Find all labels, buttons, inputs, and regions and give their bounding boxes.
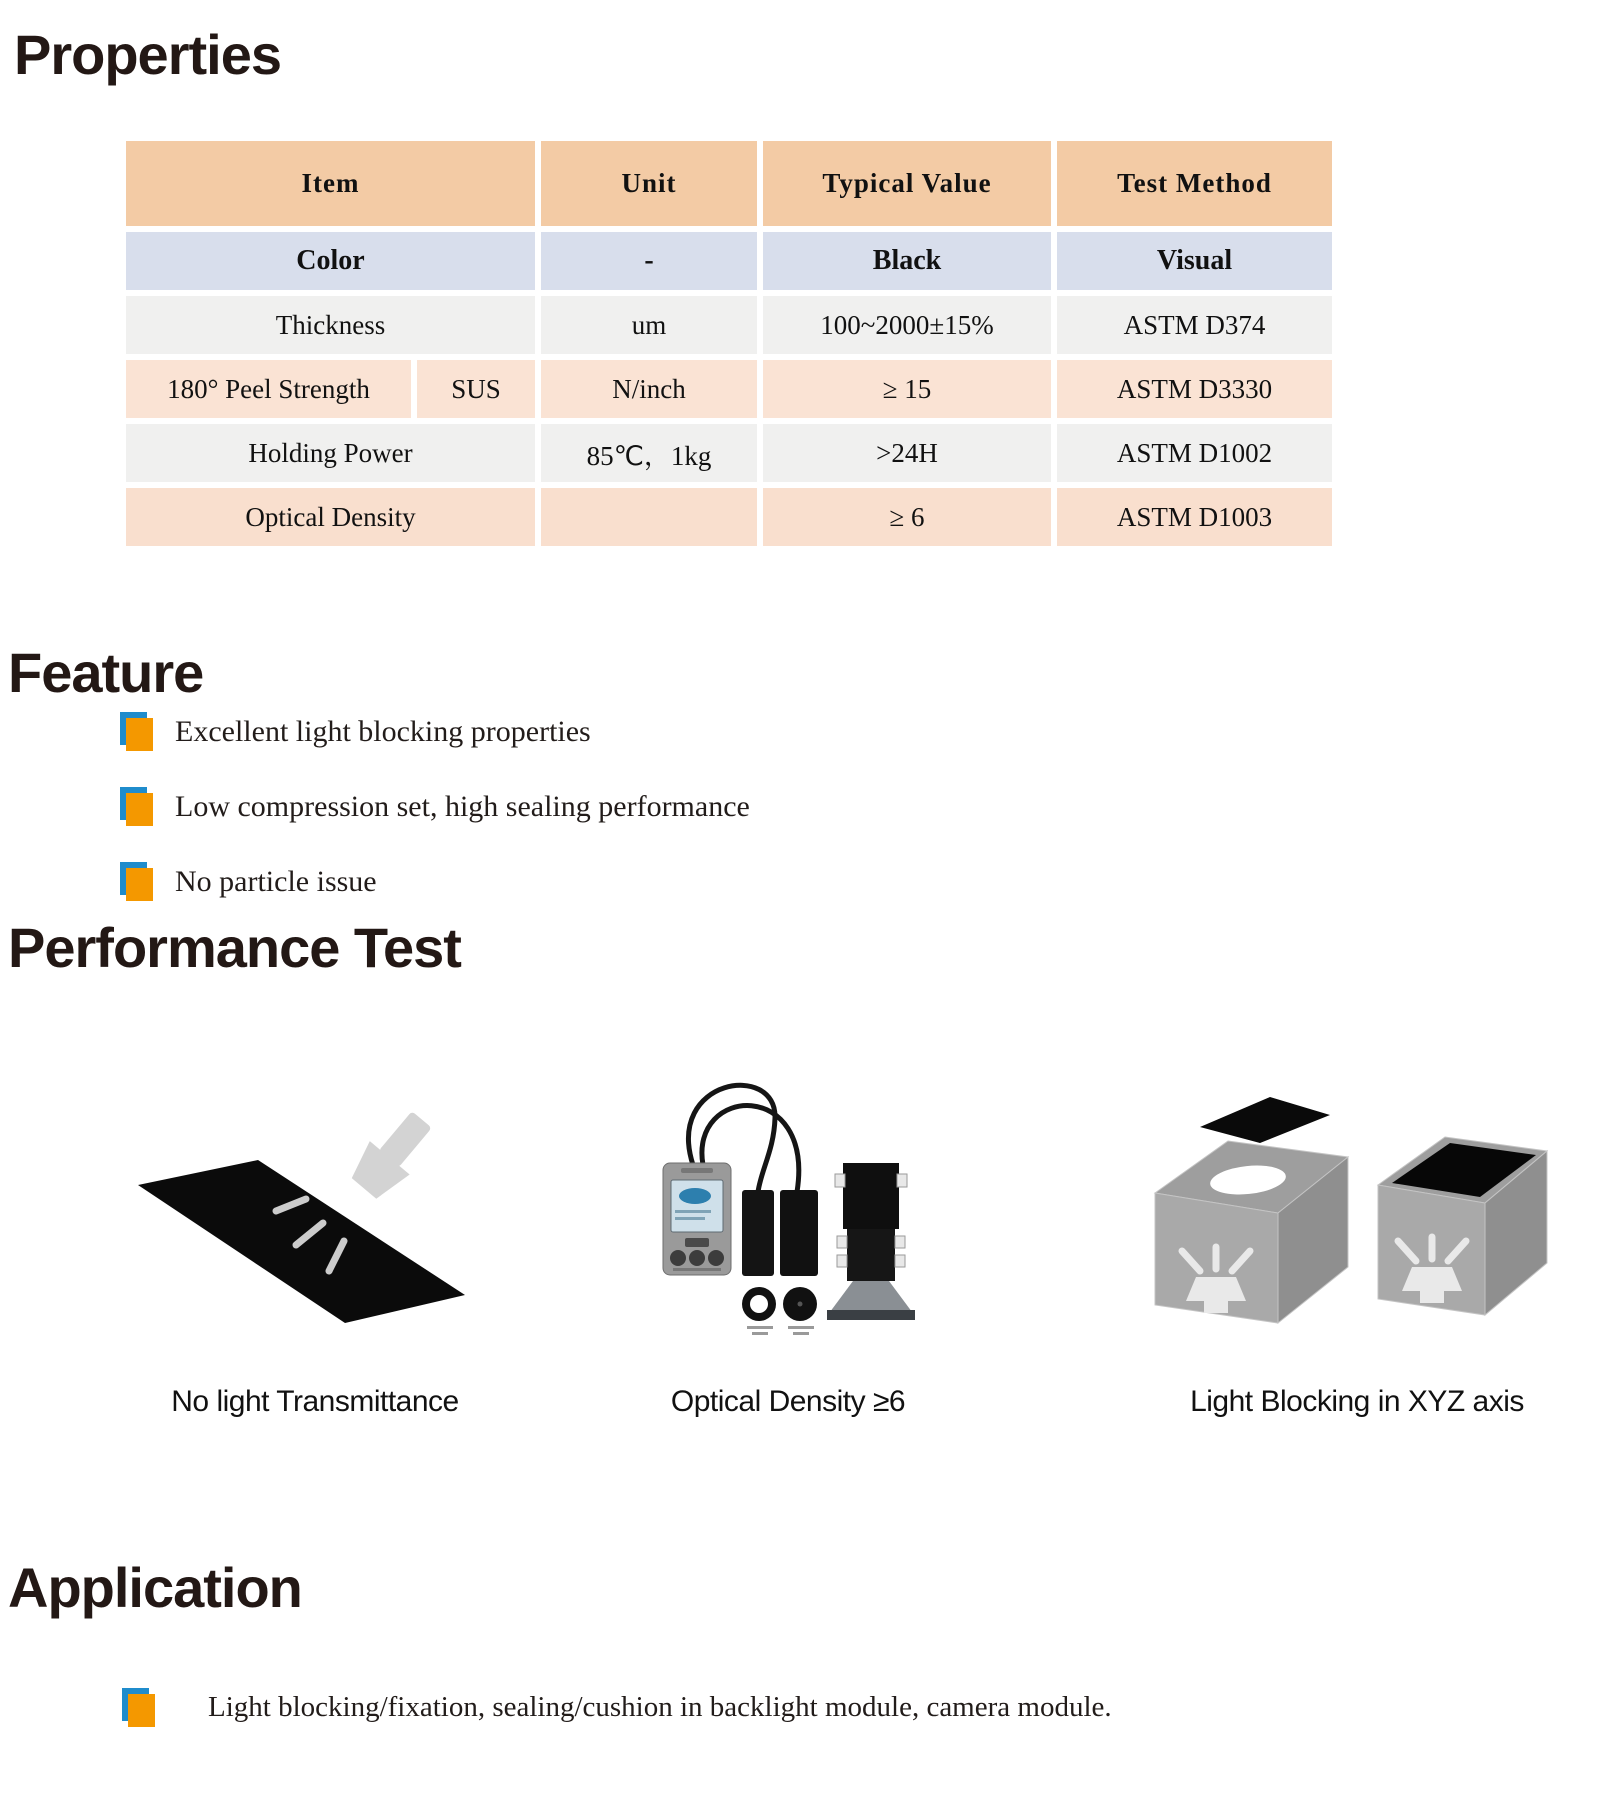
- square-bullet-icon: [120, 787, 153, 826]
- cell-method: ASTM D374: [1057, 296, 1332, 354]
- table-row: [126, 488, 1332, 546]
- cell-unit: N/inch: [541, 360, 757, 418]
- optical-density-meter-image: [625, 1050, 945, 1345]
- light-blocking-boxes-image: [1140, 1085, 1560, 1330]
- black-sheet-flashlight-icon: [130, 1095, 570, 1330]
- feature-heading: Feature: [8, 641, 204, 704]
- cell-value: ≥ 6: [763, 488, 1051, 546]
- cell-method: ASTM D3330: [1057, 360, 1332, 418]
- table-row: [126, 296, 1332, 354]
- cell-method: ASTM D1003: [1057, 488, 1332, 546]
- optical-density-meter-icon: [625, 1050, 945, 1340]
- table-row: [126, 232, 1332, 290]
- performance-heading: Performance Test: [8, 916, 461, 979]
- caption-light-blocking-xyz: Light Blocking in XYZ axis: [1190, 1385, 1524, 1418]
- cell-unit: [541, 488, 757, 546]
- header-typical-value: Typical Value: [763, 141, 1051, 226]
- cell-method: ASTM D1002: [1057, 424, 1332, 482]
- square-bullet-icon: [120, 712, 153, 751]
- square-bullet-icon: [122, 1688, 155, 1727]
- cell-value: 100~2000±15%: [763, 296, 1051, 354]
- properties-table-wrap: [120, 135, 1338, 552]
- no-light-transmittance-image: [130, 1095, 570, 1335]
- application-item: [122, 1688, 1112, 1727]
- table-row: [126, 360, 1332, 418]
- feature-item: [120, 862, 377, 901]
- cell-item: Optical Density: [126, 488, 535, 546]
- application-heading: Application: [8, 1556, 302, 1619]
- cell-method: Visual: [1057, 232, 1332, 290]
- feature-item: [120, 712, 591, 751]
- cell-item-sub: SUS: [417, 360, 535, 418]
- cell-value: Black: [763, 232, 1051, 290]
- table-row: [126, 424, 1332, 482]
- cell-unit: um: [541, 296, 757, 354]
- header-item: Item: [126, 141, 535, 226]
- square-bullet-icon: [120, 862, 153, 901]
- caption-optical-density: Optical Density ≥6: [670, 1385, 906, 1418]
- feature-item: [120, 787, 750, 826]
- cell-item: Color: [126, 232, 535, 290]
- feature-item-text: Excellent light blocking properties: [175, 714, 591, 748]
- table-header-row: [126, 141, 1332, 226]
- properties-table: [120, 135, 1338, 552]
- properties-heading: Properties: [14, 23, 281, 86]
- application-item-text: Light blocking/fixation, sealing/cushion in backlight module, camera module.: [208, 1691, 1112, 1723]
- cell-value: ≥ 15: [763, 360, 1051, 418]
- light-blocking-boxes-icon: [1140, 1085, 1560, 1325]
- cell-item: Holding Power: [126, 424, 535, 482]
- cell-item: Thickness: [126, 296, 535, 354]
- cell-value: >24H: [763, 424, 1051, 482]
- feature-item-text: Low compression set, high sealing performance: [175, 789, 750, 823]
- header-test-method: Test Method: [1057, 141, 1332, 226]
- cell-item: 180° Peel Strength: [126, 360, 411, 418]
- cell-unit: -: [541, 232, 757, 290]
- feature-item-text: No particle issue: [175, 864, 377, 898]
- cell-unit: 85℃，1kg: [541, 424, 757, 482]
- caption-no-light-transmittance: No light Transmittance: [171, 1385, 459, 1418]
- header-unit: Unit: [541, 141, 757, 226]
